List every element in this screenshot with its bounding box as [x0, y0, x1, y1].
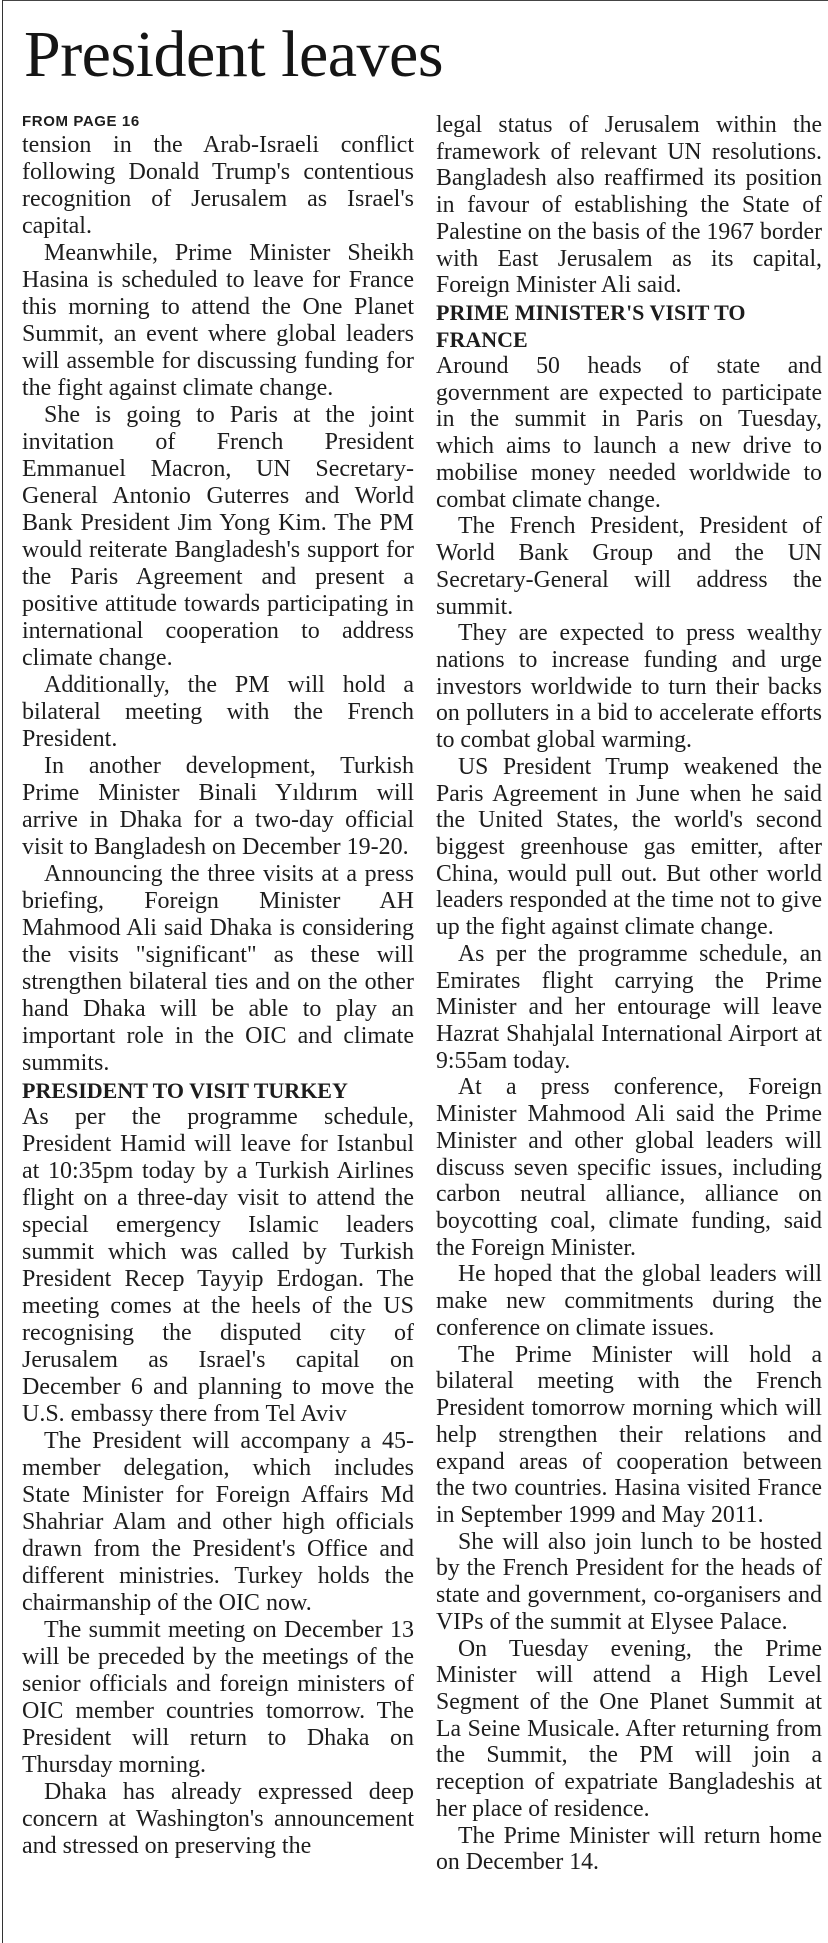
article-paragraph: On Tuesday evening, the Prime Minister will attend a High Level Segment of the One Planet Summit at La Seine Musicale. After returning from the Summit, the PM will join a reception of expatriate Bangladeshis at her place of residence.	[436, 1635, 822, 1822]
article-paragraph: Additionally, the PM will hold a bilateral meeting with the French President.	[22, 672, 414, 752]
article-paragraph: As per the programme schedule, President Hamid will leave for Istanbul at 10:35pm today by a Turkish Airlines flight on a three-day visit to attend the special emergency Islamic leaders summit which was called by Turkish President Recep Tayyip Erdogan. The meeting comes at the heels of the US recognising the disputed city of Jerusalem as Israel's capital on December 6 and planning to move the U.S. embassy there from Tel Aviv	[22, 1104, 414, 1427]
article-paragraph: Around 50 heads of state and government are expected to participate in the summit in Paris on Tuesday, which aims to launch a new drive to mobilise money needed worldwide to combat climate change.	[436, 353, 822, 513]
article-paragraph: In another development, Turkish Prime Minister Binali Yıldırım will arrive in Dhaka for a two-day official visit to Bangladesh on December 19-20.	[22, 753, 414, 860]
article-paragraph: The summit meeting on December 13 will be preceded by the meetings of the senior officials and foreign ministers of OIC member countries tomorrow. The President will return to Dhaka on Thursday morning.	[22, 1617, 414, 1778]
article-paragraph: The French President, President of World Bank Group and the UN Secretary-General will address the summit.	[436, 513, 822, 620]
article-paragraph: Announcing the three visits at a press briefing, Foreign Minister AH Mahmood Ali said Dhaka is considering the visits "significant" as these will strengthen bilateral ties and on the other hand Dhaka will be able to play an important role in the OIC and climate summits.	[22, 861, 414, 1076]
article-paragraph: She will also join lunch to be hosted by the French President for the heads of state and government, co-organisers and VIPs of the summit at Elysee Palace.	[436, 1528, 822, 1635]
article-paragraph: The President will accompany a 45-member delegation, which includes State Minister for Foreign Affairs Md Shahriar Alam and other high officials drawn from the President's Office and different ministries. Turkey holds the chairmanship of the OIC now.	[22, 1428, 414, 1616]
article-paragraph: US President Trump weakened the Paris Agreement in June when he said the United States, the world's second biggest greenhouse gas emitter, after China, would pull out. But other world leaders responded at the time not to give up the fight against climate change.	[436, 753, 822, 941]
article-paragraph: Meanwhile, Prime Minister Sheikh Hasina is scheduled to leave for France this morning to attend the One Planet Summit, an event where global leaders will assemble for discussing funding for the fight against climate change.	[22, 240, 414, 401]
article-paragraph: At a press conference, Foreign Minister Mahmood Ali said the Prime Minister and other global leaders will discuss seven specific issues, including carbon neutral alliance, alliance on boycotting coal, climate funding, said the Foreign Minister.	[436, 1074, 822, 1261]
article-paragraph: tension in the Arab-Israeli conflict following Donald Trump's contentious recognition of Jerusalem as Israel's capital.	[22, 132, 414, 239]
article-paragraph: As per the programme schedule, an Emirates flight carrying the Prime Minister and her entourage will leave Hazrat Shahjalal International Airport at 9:55am today.	[436, 940, 822, 1074]
kicker-from-page: FROM PAGE 16	[22, 113, 140, 130]
right-column	[436, 112, 822, 1876]
left-column	[22, 112, 414, 1860]
left-column-rule	[2, 0, 3, 1943]
article-paragraph: They are expected to press wealthy nations to increase funding and urge investors worldwide to turn their backs on polluters in a bid to accelerate efforts to combat global warming.	[436, 620, 822, 754]
headline: President leaves	[24, 18, 444, 91]
article-paragraph: Dhaka has already expressed deep concern at Washington's announcement and stressed on preserving the	[22, 1779, 414, 1859]
section-subheading: PRIME MINISTER'S VISIT TO FRANCE	[436, 300, 746, 353]
article-paragraph: The Prime Minister will hold a bilateral meeting with the French President tomorrow morning which will help strengthen their relations and expand areas of cooperation between the two countries. Hasina visited France in September 1999 and May 2011.	[436, 1341, 822, 1528]
article-paragraph: She is going to Paris at the joint invitation of French President Emmanuel Macron, UN Secretary-General Antonio Guterres and World Bank President Jim Yong Kim. The PM would reiterate Bangladesh's support for the Paris Agreement and present a positive attitude towards participating in international cooperation to address climate change.	[22, 402, 414, 671]
section-subheading: PRESIDENT TO VISIT TURKEY	[22, 1078, 348, 1103]
article-paragraph: legal status of Jerusalem within the framework of relevant UN resolutions. Bangladesh also reaffirmed its position in favour of establishing the State of Palestine on the basis of the 1967 border with East Jerusalem as its capital, Foreign Minister Ali said.	[436, 112, 822, 299]
top-rule	[2, 0, 828, 1]
article-paragraph: The Prime Minister will return home on December 14.	[436, 1822, 822, 1876]
article-paragraph: He hoped that the global leaders will make new commitments during the conference on climate issues.	[436, 1261, 822, 1341]
